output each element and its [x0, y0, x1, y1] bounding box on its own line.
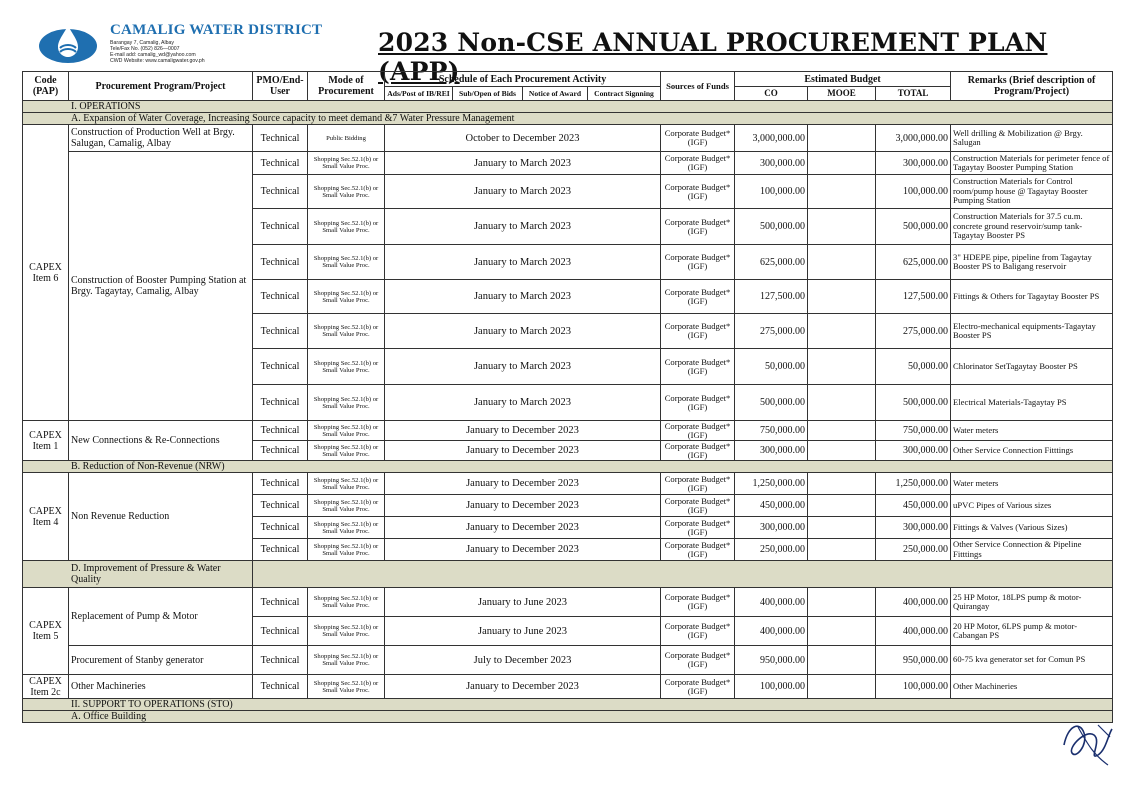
- table-row: [23, 646, 1113, 675]
- mooe-cell: [808, 209, 876, 245]
- co-cell: 450,000.00: [735, 495, 808, 517]
- funds-cell: Corporate Budget*(IGF): [661, 588, 735, 617]
- mode-cell: Shopping Sec.52.1(b) or Small Value Proc.: [308, 314, 385, 349]
- section-office: A. Office Building: [23, 711, 1113, 723]
- funds-cell: Corporate Budget*(IGF): [661, 646, 735, 675]
- co-cell: 50,000.00: [735, 349, 808, 385]
- co-cell: 100,000.00: [735, 175, 808, 209]
- col-mooe: MOOE: [808, 87, 876, 101]
- co-cell: 3,000,000.00: [735, 125, 808, 152]
- org-line: CWD Website: www.camaligwater.gov.ph: [110, 58, 205, 64]
- funds-cell: Corporate Budget*(IGF): [661, 517, 735, 539]
- remarks-cell: Chlorinator SetTagaytay Booster PS: [951, 349, 1113, 385]
- table-row: [23, 473, 1113, 495]
- pmo-cell: Technical: [253, 495, 308, 517]
- co-cell: 127,500.00: [735, 280, 808, 314]
- org-line: E-mail add: camalig_wd@yahoo.com: [110, 52, 196, 58]
- section-row: [23, 461, 1113, 473]
- table-row: [23, 588, 1113, 617]
- co-cell: 300,000.00: [735, 152, 808, 175]
- col-notice: Notice of Award: [523, 87, 588, 101]
- mode-cell: Shopping Sec.52.1(b) or Small Value Proc.: [308, 617, 385, 646]
- code-cell: CAPEX Item 6: [23, 125, 69, 421]
- co-cell: 400,000.00: [735, 617, 808, 646]
- col-sub-open: Sub/Open of Bids: [453, 87, 523, 101]
- mode-cell: Shopping Sec.52.1(b) or Small Value Proc.: [308, 675, 385, 699]
- total-cell: 100,000.00: [876, 675, 951, 699]
- mooe-cell: [808, 125, 876, 152]
- remarks-cell: Electro-mechanical equipments-Tagaytay Booster PS: [951, 314, 1113, 349]
- co-cell: 300,000.00: [735, 517, 808, 539]
- schedule-cell: January to December 2023: [385, 495, 661, 517]
- table-row: [23, 125, 1113, 152]
- co-cell: 625,000.00: [735, 245, 808, 280]
- mode-cell: Shopping Sec.52.1(b) or Small Value Proc.: [308, 539, 385, 561]
- mooe-cell: [808, 441, 876, 461]
- pmo-cell: Technical: [253, 675, 308, 699]
- table-row: [23, 421, 1113, 441]
- mode-cell: Shopping Sec.52.1(b) or Small Value Proc.: [308, 280, 385, 314]
- total-cell: 625,000.00: [876, 245, 951, 280]
- co-cell: 250,000.00: [735, 539, 808, 561]
- schedule-cell: January to March 2023: [385, 385, 661, 421]
- schedule-cell: January to December 2023: [385, 675, 661, 699]
- schedule-cell: January to June 2023: [385, 588, 661, 617]
- col-ads: Ads/Post of IB/REI: [385, 87, 453, 101]
- mooe-cell: [808, 314, 876, 349]
- remarks-cell: 3" HDEPE pipe, pipeline from Tagaytay Booster PS to Baligang reservoir: [951, 245, 1113, 280]
- co-cell: 500,000.00: [735, 385, 808, 421]
- pmo-cell: Technical: [253, 175, 308, 209]
- total-cell: 1,250,000.00: [876, 473, 951, 495]
- total-cell: 400,000.00: [876, 588, 951, 617]
- section-row: [23, 101, 1113, 113]
- pmo-cell: Technical: [253, 646, 308, 675]
- mode-cell: Public Bidding: [308, 125, 385, 152]
- mode-cell: Shopping Sec.52.1(b) or Small Value Proc.: [308, 152, 385, 175]
- co-cell: 275,000.00: [735, 314, 808, 349]
- col-mode: Mode of Procurement: [308, 72, 385, 101]
- program-cell: New Connections & Re-Connections: [69, 421, 253, 461]
- mode-cell: Shopping Sec.52.1(b) or Small Value Proc.: [308, 517, 385, 539]
- funds-cell: Corporate Budget*(IGF): [661, 175, 735, 209]
- total-cell: 100,000.00: [876, 175, 951, 209]
- schedule-cell: January to December 2023: [385, 473, 661, 495]
- remarks-cell: Fittings & Others for Tagaytay Booster PS: [951, 280, 1113, 314]
- remarks-cell: uPVC Pipes of Various sizes: [951, 495, 1113, 517]
- mooe-cell: [808, 385, 876, 421]
- schedule-cell: January to March 2023: [385, 314, 661, 349]
- total-cell: 300,000.00: [876, 152, 951, 175]
- pmo-cell: Technical: [253, 152, 308, 175]
- code-cell: CAPEX Item 1: [23, 421, 69, 461]
- mooe-cell: [808, 473, 876, 495]
- total-cell: 500,000.00: [876, 385, 951, 421]
- remarks-cell: 60-75 kva generator set for Comun PS: [951, 646, 1113, 675]
- mode-cell: Shopping Sec.52.1(b) or Small Value Proc.: [308, 473, 385, 495]
- funds-cell: Corporate Budget*(IGF): [661, 349, 735, 385]
- mode-cell: Shopping Sec.52.1(b) or Small Value Proc.: [308, 495, 385, 517]
- header-row-1: [23, 72, 1113, 87]
- funds-cell: Corporate Budget*(IGF): [661, 245, 735, 280]
- remarks-cell: Electrical Materials-Tagaytay PS: [951, 385, 1113, 421]
- col-budget: Estimated Budget: [735, 72, 951, 87]
- pmo-cell: Technical: [253, 617, 308, 646]
- remarks-cell: Water meters: [951, 421, 1113, 441]
- funds-cell: Corporate Budget*(IGF): [661, 421, 735, 441]
- co-cell: 750,000.00: [735, 421, 808, 441]
- pmo-cell: Technical: [253, 517, 308, 539]
- org-line: Barangay 7, Camalig, Albay: [110, 40, 175, 46]
- total-cell: 250,000.00: [876, 539, 951, 561]
- pmo-cell: Technical: [253, 349, 308, 385]
- funds-cell: Corporate Budget*(IGF): [661, 675, 735, 699]
- section-sto: II. SUPPORT TO OPERATIONS (STO): [23, 699, 1113, 711]
- funds-cell: Corporate Budget*(IGF): [661, 539, 735, 561]
- col-contract: Contract Signning: [588, 87, 661, 101]
- section-d-fill: [253, 561, 1113, 588]
- mooe-cell: [808, 421, 876, 441]
- org-name: CAMALIG WATER DISTRICT: [110, 22, 323, 38]
- co-cell: 300,000.00: [735, 441, 808, 461]
- mooe-cell: [808, 495, 876, 517]
- procurement-table-wrap: [22, 71, 1112, 723]
- mode-cell: Shopping Sec.52.1(b) or Small Value Proc.: [308, 349, 385, 385]
- signature-icon: [1058, 715, 1116, 770]
- co-cell: 1,250,000.00: [735, 473, 808, 495]
- mode-cell: Shopping Sec.52.1(b) or Small Value Proc.: [308, 245, 385, 280]
- schedule-cell: January to March 2023: [385, 209, 661, 245]
- pmo-cell: Technical: [253, 245, 308, 280]
- pmo-cell: Technical: [253, 385, 308, 421]
- section-row: [23, 711, 1113, 723]
- total-cell: 300,000.00: [876, 441, 951, 461]
- funds-cell: Corporate Budget*(IGF): [661, 617, 735, 646]
- pmo-cell: Technical: [253, 441, 308, 461]
- mode-cell: Shopping Sec.52.1(b) or Small Value Proc.: [308, 646, 385, 675]
- remarks-cell: Other Service Connection & Pipeline Fitttings: [951, 539, 1113, 561]
- col-pmo: PMO/End-User: [253, 72, 308, 101]
- remarks-cell: Fittings & Valves (Various Sizes): [951, 517, 1113, 539]
- funds-cell: Corporate Budget*(IGF): [661, 495, 735, 517]
- mooe-cell: [808, 517, 876, 539]
- funds-cell: Corporate Budget*(IGF): [661, 473, 735, 495]
- schedule-cell: January to December 2023: [385, 517, 661, 539]
- mode-cell: Shopping Sec.52.1(b) or Small Value Proc.: [308, 385, 385, 421]
- mooe-cell: [808, 175, 876, 209]
- col-funds: Sources of Funds: [661, 72, 735, 101]
- schedule-cell: January to March 2023: [385, 349, 661, 385]
- procurement-table: [22, 71, 1113, 723]
- pmo-cell: Technical: [253, 473, 308, 495]
- schedule-cell: January to December 2023: [385, 539, 661, 561]
- col-program: Procurement Program/Project: [69, 72, 253, 101]
- table-row: [23, 675, 1113, 699]
- co-cell: 400,000.00: [735, 588, 808, 617]
- program-cell: Replacement of Pump & Motor: [69, 588, 253, 646]
- schedule-cell: January to December 2023: [385, 441, 661, 461]
- mooe-cell: [808, 245, 876, 280]
- total-cell: 50,000.00: [876, 349, 951, 385]
- co-cell: 100,000.00: [735, 675, 808, 699]
- org-contact-lines: [110, 40, 205, 64]
- program-cell: Other Machineries: [69, 675, 253, 699]
- total-cell: 300,000.00: [876, 517, 951, 539]
- document-title: 2023 Non-CSE ANNUAL PROCUREMENT PLAN (APP): [378, 28, 1048, 86]
- pmo-cell: Technical: [253, 125, 308, 152]
- funds-cell: Corporate Budget*(IGF): [661, 280, 735, 314]
- remarks-cell: Construction Materials for perimeter fence of Tagaytay Booster Pumping Station: [951, 152, 1113, 175]
- section-row: [23, 561, 1113, 588]
- col-code: Code (PAP): [23, 72, 69, 101]
- remarks-cell: Construction Materials for 37.5 cu.m. concrete ground reservoir/sump tank-Tagaytay Booster PS: [951, 209, 1113, 245]
- schedule-cell: January to December 2023: [385, 421, 661, 441]
- section-row: [23, 699, 1113, 711]
- total-cell: 400,000.00: [876, 617, 951, 646]
- code-cell: CAPEX Item 4: [23, 473, 69, 561]
- section-b: B. Reduction of Non-Revenue (NRW): [23, 461, 1113, 473]
- mooe-cell: [808, 152, 876, 175]
- funds-cell: Corporate Budget*(IGF): [661, 441, 735, 461]
- total-cell: 500,000.00: [876, 209, 951, 245]
- schedule-cell: January to March 2023: [385, 175, 661, 209]
- water-drop-logo-icon: [38, 22, 98, 64]
- program-cell: Procurement of Stanby generator: [69, 646, 253, 675]
- co-cell: 500,000.00: [735, 209, 808, 245]
- remarks-cell: Other Machineries: [951, 675, 1113, 699]
- remarks-cell: Well drilling & Mobilization @ Brgy. Salugan: [951, 125, 1113, 152]
- col-co: CO: [735, 87, 808, 101]
- section-operations: I. OPERATIONS: [23, 101, 1113, 113]
- mooe-cell: [808, 280, 876, 314]
- remarks-cell: Other Service Connection Fitttings: [951, 441, 1113, 461]
- mode-cell: Shopping Sec.52.1(b) or Small Value Proc.: [308, 209, 385, 245]
- pmo-cell: Technical: [253, 421, 308, 441]
- funds-cell: Corporate Budget*(IGF): [661, 314, 735, 349]
- mode-cell: Shopping Sec.52.1(b) or Small Value Proc.: [308, 175, 385, 209]
- mooe-cell: [808, 349, 876, 385]
- mooe-cell: [808, 675, 876, 699]
- section-d: D. Improvement of Pressure & Water Quality: [23, 561, 253, 588]
- pmo-cell: Technical: [253, 588, 308, 617]
- total-cell: 127,500.00: [876, 280, 951, 314]
- code-cell: CAPEX Item 2c: [23, 675, 69, 699]
- col-total: TOTAL: [876, 87, 951, 101]
- pmo-cell: Technical: [253, 314, 308, 349]
- total-cell: 3,000,000.00: [876, 125, 951, 152]
- funds-cell: Corporate Budget*(IGF): [661, 152, 735, 175]
- section-row: [23, 113, 1113, 125]
- remarks-cell: 25 HP Motor, 18LPS pump & motor-Quirangay: [951, 588, 1113, 617]
- pmo-cell: Technical: [253, 209, 308, 245]
- total-cell: 450,000.00: [876, 495, 951, 517]
- schedule-cell: January to March 2023: [385, 245, 661, 280]
- mooe-cell: [808, 646, 876, 675]
- co-cell: 950,000.00: [735, 646, 808, 675]
- schedule-cell: October to December 2023: [385, 125, 661, 152]
- mode-cell: Shopping Sec.52.1(b) or Small Value Proc.: [308, 441, 385, 461]
- schedule-cell: January to March 2023: [385, 152, 661, 175]
- pmo-cell: Technical: [253, 280, 308, 314]
- code-cell: CAPEX Item 5: [23, 588, 69, 675]
- remarks-cell: Water meters: [951, 473, 1113, 495]
- mooe-cell: [808, 588, 876, 617]
- col-schedule: Schedule of Each Procurement Activity: [385, 72, 661, 87]
- mooe-cell: [808, 539, 876, 561]
- org-line: Tele/Fax No. (052) 826—0007: [110, 46, 180, 52]
- program-cell: Non Revenue Reduction: [69, 473, 253, 561]
- total-cell: 275,000.00: [876, 314, 951, 349]
- mode-cell: Shopping Sec.52.1(b) or Small Value Proc.: [308, 588, 385, 617]
- program-cell: Construction of Booster Pumping Station at Brgy. Tagaytay, Camalig, Albay: [69, 152, 253, 421]
- remarks-cell: 20 HP Motor, 6LPS pump & motor-Cabangan PS: [951, 617, 1113, 646]
- section-a: A. Expansion of Water Coverage, Increasing Source capacity to meet demand &7 Water Pressure Management: [23, 113, 1113, 125]
- pmo-cell: Technical: [253, 539, 308, 561]
- total-cell: 750,000.00: [876, 421, 951, 441]
- mode-cell: Shopping Sec.52.1(b) or Small Value Proc.: [308, 421, 385, 441]
- total-cell: 950,000.00: [876, 646, 951, 675]
- program-cell: Construction of Production Well at Brgy. Salugan, Camalig, Albay: [69, 125, 253, 152]
- funds-cell: Corporate Budget*(IGF): [661, 385, 735, 421]
- remarks-cell: Construction Materials for Control room/pump house @ Tagaytay Booster Pumping Station: [951, 175, 1113, 209]
- schedule-cell: January to June 2023: [385, 617, 661, 646]
- schedule-cell: January to March 2023: [385, 280, 661, 314]
- funds-cell: Corporate Budget*(IGF): [661, 209, 735, 245]
- col-remarks: Remarks (Brief description of Program/Project): [951, 72, 1113, 101]
- mooe-cell: [808, 617, 876, 646]
- table-row: [23, 152, 1113, 175]
- schedule-cell: July to December 2023: [385, 646, 661, 675]
- funds-cell: Corporate Budget*(IGF): [661, 125, 735, 152]
